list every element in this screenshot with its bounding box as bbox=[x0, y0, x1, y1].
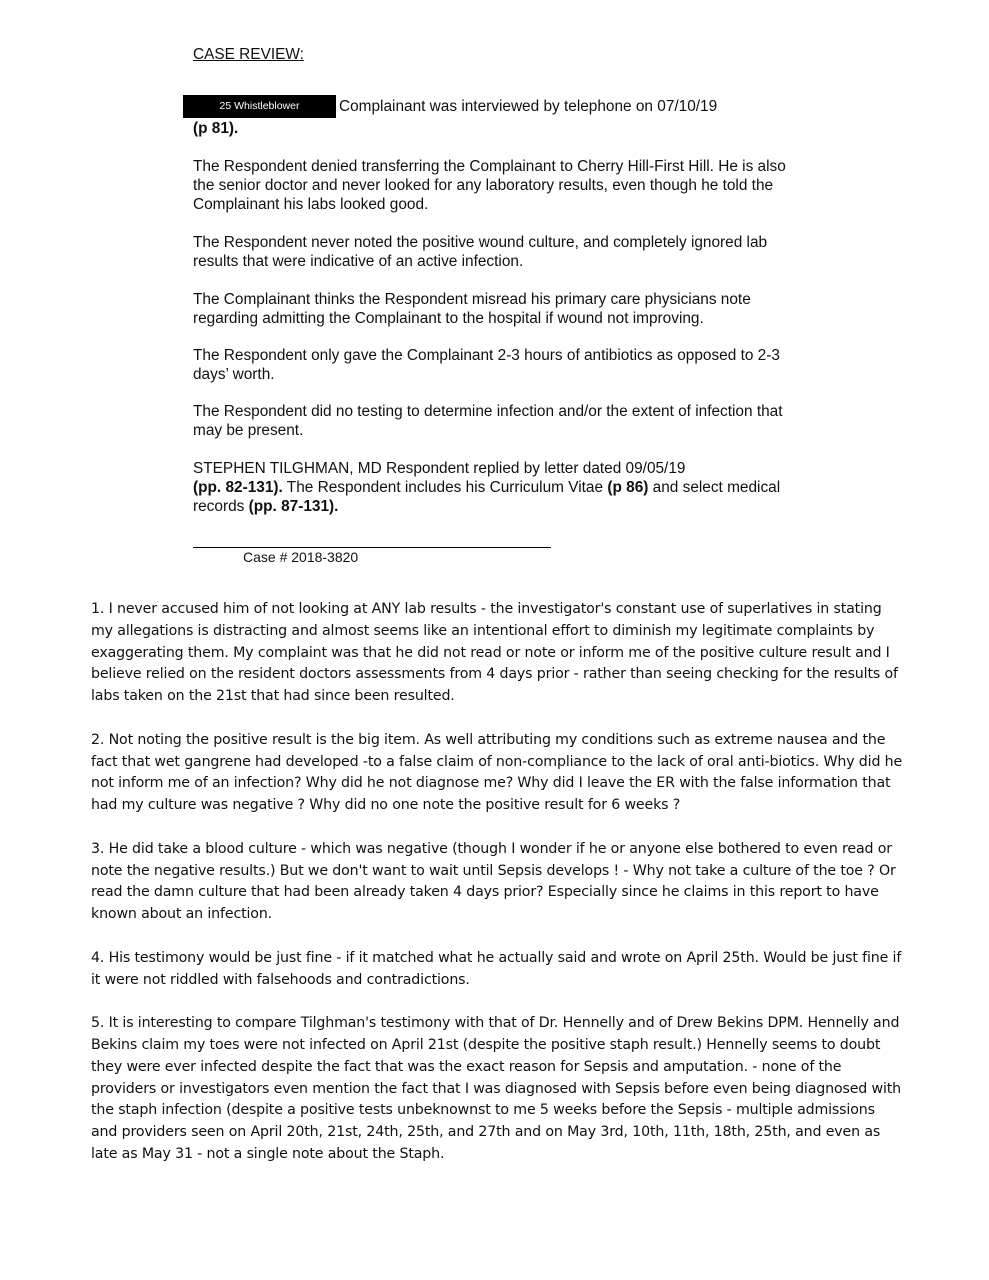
response-paragraph: 5. It is interesting to compare Tilghman's testimony with that of Dr. Hennelly and of Drew Bekins DPM. Hennelly and Bekins claim my toes were not infected on April 21st (despite the positive staph result.) Hennelly seems to doubt they were ever infected despite the fact that was the exact reason for Sepsis and amputation. - none of the providers or investigators even mention the fact that I was diagnosed with Sepsis before even being diagnosed with the staph infection (despite a positive tests unbeknownst to me 5 weeks before the Sepsis - multiple admissions and providers seen on April 20th, 21st, 24th, 25th, and 27th and on May 3rd, 10th, 11th, 18th, 25th, and even as late as May 31 - not a single note about the Staph. bbox=[91, 1015, 902, 1162]
response-paragraph: 4. His testimony would be just fine - if it matched what he actually said and wrote on April 25th. Would be just fine if it were not riddled with falsehoods and contradictions. bbox=[91, 949, 902, 988]
redaction-box: 25 Whistleblower bbox=[183, 95, 336, 118]
case-number: Case # 2018-3820 bbox=[243, 549, 359, 565]
reply-line: STEPHEN TILGHMAN, MD Respondent replied by letter dated 09/05/19 bbox=[193, 460, 686, 477]
case-review-heading: CASE REVIEW: bbox=[193, 46, 304, 63]
cv-page-ref: (p 86) bbox=[607, 479, 649, 496]
records-pages: (pp. 87-131). bbox=[248, 498, 339, 515]
review-paragraph: The Respondent never noted the positive wound culture, and completely ignored lab results that were indicative of an active infection. bbox=[193, 234, 768, 270]
review-paragraph: The Respondent only gave the Complainant 2-3 hours of antibiotics as opposed to 2-3 days’ worth. bbox=[193, 347, 780, 383]
response-paragraph: 2. Not noting the positive result is the big item. As well attributing my conditions such as extreme nausea and the fact that wet gangrene had developed -to a false claim of non-compliance to the lack of oral anti-biotics. Why did he not inform me of an infection? Why did he not diagnose me? Why did I leave the ER with the false information that had my culture was negative ? Why did no one note the positive result for 6 weeks ? bbox=[91, 731, 903, 814]
complainant-responses bbox=[91, 599, 903, 1188]
reply-pages: (pp. 82-131). bbox=[193, 479, 283, 496]
response-paragraph: 3. He did take a blood culture - which was negative (though I wonder if he or anyone else bothered to even read or note the negative results.) But we don't want to wait until Sepsis develops ! - Why not take a culture of the toe ? Or read the damn culture that had been already taken 4 days prior? Especially since he claims in this report to have known about an infection. bbox=[91, 840, 896, 923]
interview-text: Complainant was interviewed by telephone on 07/10/19 bbox=[339, 98, 718, 115]
response-paragraph: 1. I never accused him of not looking at ANY lab results - the investigator's constant use of superlatives in stating my allegations is distracting and almost seems like an intentional effort to diminish my legitimate complaints by exaggerating them. My complaint was that he did not read or note or inform me of the positive culture result and I believe relied on the resident doctors assessments from 4 days prior - rather than seeing checking for the results of labs taken on the 21st that had since been resulted. bbox=[91, 601, 898, 705]
review-paragraph: The Respondent did no testing to determine infection and/or the extent of infection that may be present. bbox=[193, 403, 783, 439]
interview-page-ref: (p 81). bbox=[193, 120, 239, 137]
review-paragraph: The Complainant thinks the Respondent misread his primary care physicians note regarding admitting the Complainant to the hospital if wound not improving. bbox=[193, 291, 751, 327]
respondent-reply: STEPHEN TILGHMAN, MD Respondent replied by letter dated 09/05/19 (pp. 82-131). The Respondent includes his Curriculum Vitae (p 86) and select medical records (pp. 87-131). bbox=[193, 460, 781, 515]
interview-line bbox=[183, 95, 717, 118]
review-paragraph: The Respondent denied transferring the Complainant to Cherry Hill-First Hill. He is also the senior doctor and never looked for any laboratory results, even though he told the Complainant his labs looked good. bbox=[193, 158, 786, 213]
